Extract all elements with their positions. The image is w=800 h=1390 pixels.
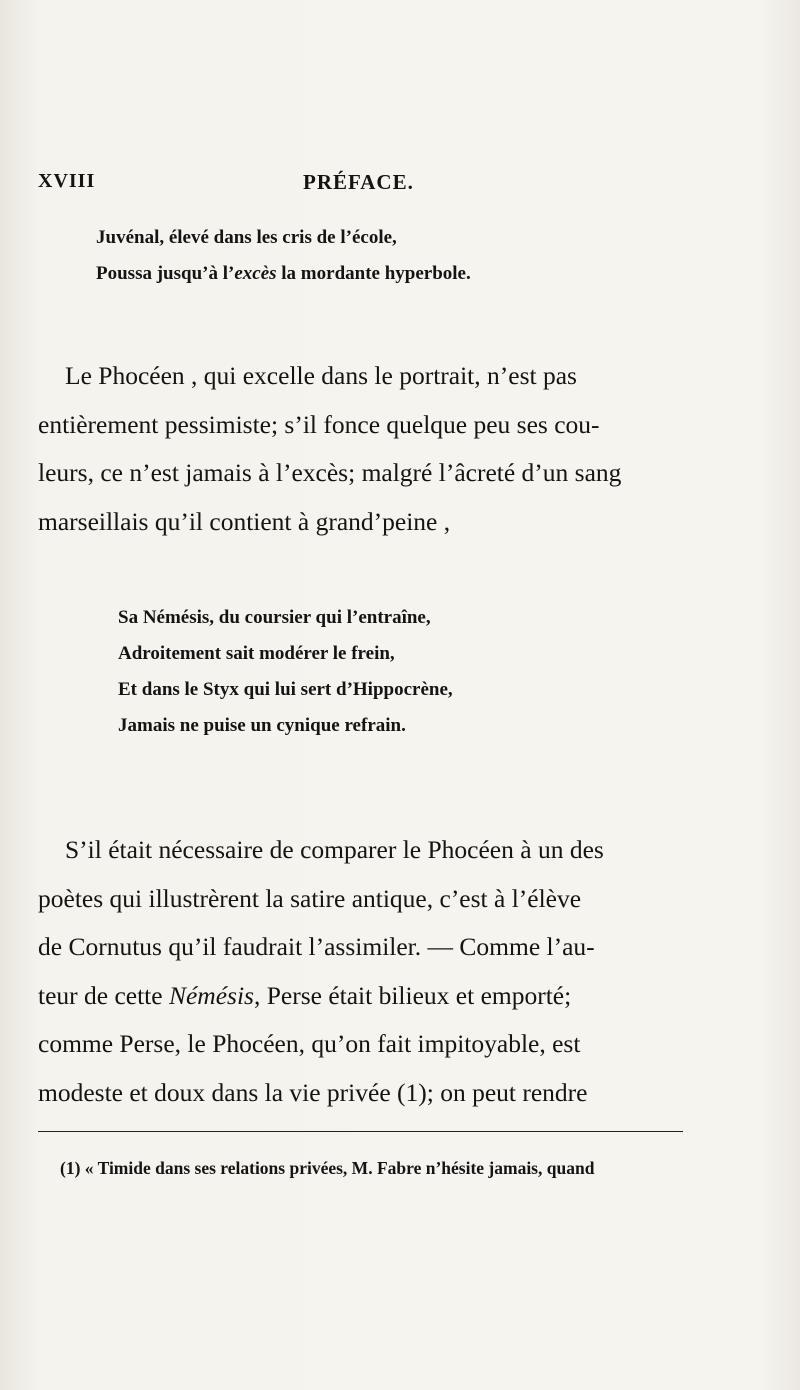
text-line: marseillais qu’il contient à grand’peine , <box>38 506 451 536</box>
running-title: PRÉFACE. <box>303 170 414 194</box>
text-line: poètes qui illustrèrent la satire antique, c’est à l’élève <box>38 883 582 913</box>
verse-text: la mordante hyperbole. <box>276 263 471 284</box>
text-line: de Cornutus qu’il faudrait l’assimiler. — Comme l’au- <box>38 932 595 961</box>
page-number: XVIII <box>38 170 96 192</box>
text-line: comme Perse, le Phocéen, qu’on fait impitoyable, est <box>38 1029 581 1058</box>
paragraph-1 <box>38 352 698 546</box>
verse-quotation-2 <box>118 600 453 744</box>
text-line: entièrement pessimiste; s’il fonce quelque peu ses cou- <box>38 409 600 439</box>
emphasis-text: excès <box>234 263 277 284</box>
verse-line: Sa Némésis, du coursier qui l’entraîne, <box>118 607 431 628</box>
verse-line: Adroitement sait modérer le frein, <box>118 643 395 664</box>
text-line: leurs, ce n’est jamais à l’excès; malgré l’âcreté d’un sang <box>38 458 622 487</box>
verse-line: Juvénal, élevé dans les cris de l’école, <box>96 227 397 248</box>
footnote-divider <box>38 1131 683 1132</box>
text-segment: , Perse était bilieux et emporté; <box>253 980 572 1010</box>
verse-line: Et dans le Styx qui lui sert d’Hippocrène, <box>118 679 453 700</box>
text-line: S’il était nécessaire de comparer le Phocéen à un des <box>65 835 604 864</box>
verse-line <box>96 256 471 292</box>
verse-text: Poussa jusqu’à l’ <box>96 263 235 284</box>
footnote: (1) « Timide dans ses relations privées, M. Fabre n’hésite jamais, quand <box>60 1158 595 1178</box>
text-line: modeste et doux dans la vie privée (1); on peut rendre <box>38 1077 588 1107</box>
verse-line: Jamais ne puise un cynique refrain. <box>118 715 406 736</box>
text-line <box>38 972 698 1021</box>
verse-quotation-1 <box>96 220 471 292</box>
emphasis-text: Némésis <box>168 980 254 1010</box>
text-segment: teur de cette <box>38 980 169 1010</box>
text-line: Le Phocéen , qui excelle dans le portrait, n’est pas <box>65 361 577 390</box>
paragraph-2 <box>38 826 698 1117</box>
page-header <box>38 170 748 200</box>
